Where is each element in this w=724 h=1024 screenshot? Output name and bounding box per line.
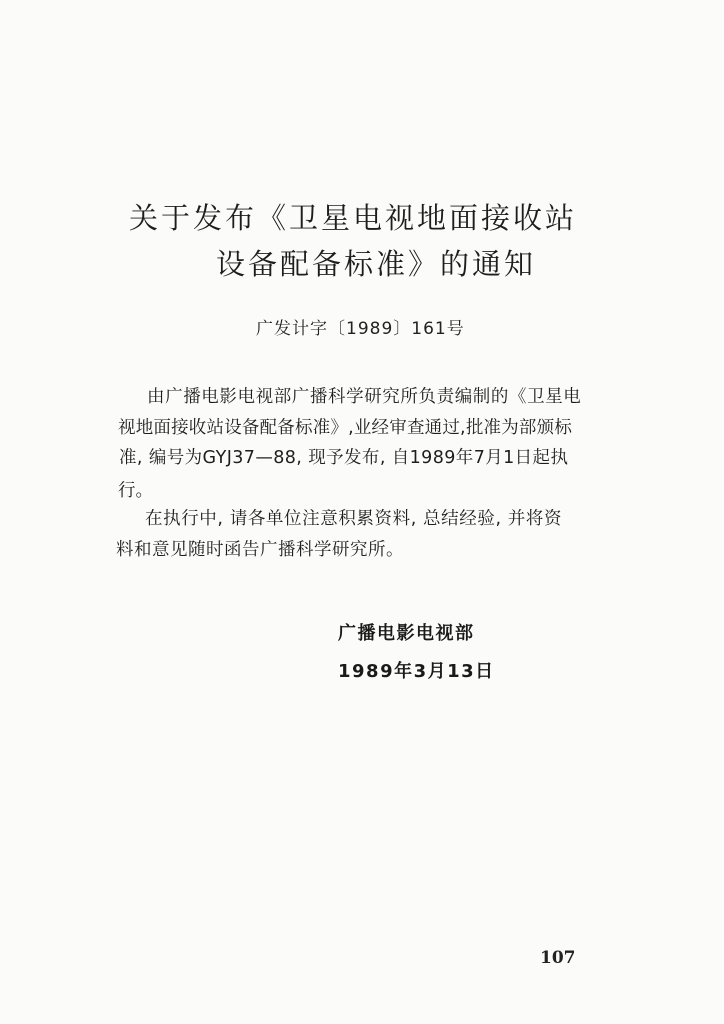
body-line-4: 行。 xyxy=(118,481,153,501)
body-line-5: 在执行中, 请各单位注意积累资料, 总结经验, 并将资 xyxy=(145,509,563,529)
body-line-3: 准, 编号为GYJ37—88, 现予发布, 自1989年7月1日起执 xyxy=(119,448,569,468)
signature-date: 1989年3月13日 xyxy=(338,661,495,682)
signature-organization: 广播电影电视部 xyxy=(338,623,475,644)
notice-title-line-2: 设备配备标准》的通知 xyxy=(215,247,536,281)
body-line-6: 料和意见随时函告广播科学研究所。 xyxy=(116,540,404,560)
page-number: 107 xyxy=(540,948,576,968)
document-number: 广发计字〔1989〕161号 xyxy=(256,319,465,339)
notice-title-line-1: 关于发布《卫星电视地面接收站 xyxy=(128,201,577,235)
body-line-2: 视地面接收站设备配备标准》,业经审查通过,批准为部颁标 xyxy=(118,418,573,438)
body-line-1: 由广播电影电视部广播科学研究所负责编制的《卫星电 xyxy=(147,387,582,407)
